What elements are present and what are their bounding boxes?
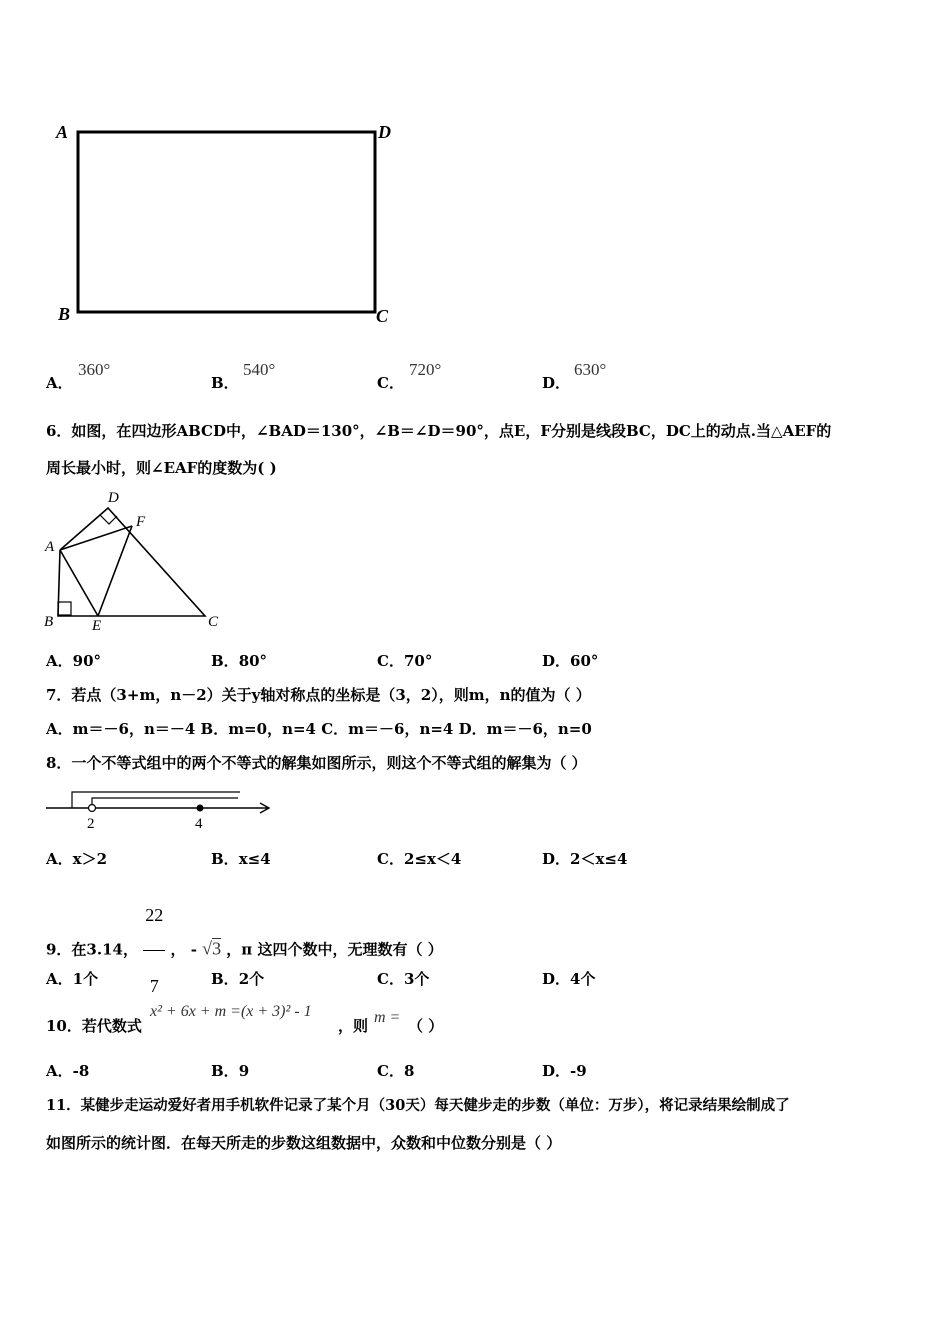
q8-option-d[interactable]: D．2＜x≤4 [542,850,628,868]
q8-stem: 8．一个不等式组中的两个不等式的解集如图所示，则这个不等式组的解集为（ ） [46,754,587,772]
q9-prefix: 9．在3.14， [46,940,138,959]
q6-label-d: D [108,490,119,506]
q6-option-c[interactable]: C．70° [377,652,433,670]
vertex-c-label: C [376,306,389,326]
vertex-b-label: B [58,304,71,324]
q10-prefix: 10．若代数式 [46,1017,142,1035]
q5-option-c-value: 720° [409,360,442,379]
q6-label-e: E [92,618,102,634]
q9-suffix: 这四个数中，无理数有（ ） [257,940,443,959]
right-angle-mark-b [58,602,71,615]
q11-stem-line2: 如图所示的统计图．在每天所走的步数这组数据中，众数和中位数分别是（ ） [46,1134,562,1152]
q10-variable: m = [374,1009,401,1026]
q5-option-a[interactable]: A． [46,374,73,392]
q6-stem-line2: 周长最小时，则∠EAF的度数为( ) [46,459,277,477]
q6-label-c: C [208,614,219,630]
q5-rectangle-figure [50,118,400,328]
q5-option-d[interactable]: D． [542,374,571,392]
q8-number-line-figure [40,788,280,834]
segment-ae [60,550,98,616]
q10-option-c[interactable]: C．8 [377,1062,415,1080]
quadrilateral-abcd [58,508,205,616]
q5-option-a-value: 360° [78,360,111,379]
q5-option-c[interactable]: C． [377,374,404,392]
q5-option-b[interactable]: B． [211,374,239,392]
q10-expression: x² + 6x + m =(x + 3)² - 1 [150,1003,312,1020]
q9-option-c[interactable]: C．3个 [377,970,430,988]
q6-quadrilateral-figure [40,486,240,636]
q8-option-b[interactable]: B．x≤4 [211,850,271,868]
q5-option-d-value: 630° [574,360,607,379]
q9-option-d[interactable]: D．4个 [542,970,596,988]
fraction-numerator: 22 [143,880,165,951]
fraction-22-over-7 [143,880,165,1021]
segment-ef [98,526,132,616]
fraction-denominator: 7 [149,976,159,996]
q7-options-line[interactable]: A．m＝－6，n＝－4 B．m=0，n=4 C．m＝－6，n=4 D．m＝－6，n=0 [46,720,592,738]
vertex-a-label: A [56,122,69,142]
axis-label-2: 2 [87,816,95,832]
axis-label-4: 4 [195,816,203,832]
q6-label-a: A [45,539,55,555]
q6-stem-line1: 6．如图，在四边形ABCD中，∠BAD＝130°，∠B＝∠D＝90°，点E，F分别是线段BC，DC上的动点.当△AEF的 [46,422,832,440]
q9-option-b[interactable]: B．2个 [211,970,265,988]
q6-option-a[interactable]: A．90° [46,652,102,670]
q11-stem-line1: 11．某健步走运动爱好者用手机软件记录了某个月（30天）每天健步走的步数（单位：万步），将记录结果绘制成了 [46,1097,790,1114]
rectangle-abcd [78,132,375,312]
q6-option-d[interactable]: D．60° [542,652,599,670]
solution-range-left [92,798,238,808]
q6-label-b: B [44,614,54,630]
segment-af [60,526,132,550]
q7-stem: 7．若点（3+m，n－2）关于y轴对称点的坐标是（3，2），则m，n的值为（ ） [46,686,591,704]
q10-option-a[interactable]: A．-8 [46,1062,90,1080]
sqrt-three: √3 [202,938,222,959]
q9-stem: 9．在3.14， $\frac{22}{7}$ ， - √3 ，π 这四个数中，无理数有（ ） [46,880,443,1021]
closed-point-4 [197,805,204,812]
q10-option-b[interactable]: B．9 [211,1062,250,1080]
vertex-d-label: D [378,122,391,142]
q5-option-b-value: 540° [243,360,276,379]
q8-option-a[interactable]: A．x＞2 [46,850,108,868]
q10-suffix: （ ） [408,1017,444,1035]
q6-label-f: F [136,514,146,530]
open-point-2 [89,805,96,812]
solution-range-right [72,792,240,808]
q10-option-d[interactable]: D．-9 [542,1062,587,1080]
q6-option-b[interactable]: B．80° [211,652,268,670]
q8-option-c[interactable]: C．2≤x＜4 [377,850,462,868]
sqrt-symbol: √ [202,938,213,959]
q9-option-a[interactable]: A．1个 [46,970,99,988]
q10-middle: ，则 [338,1017,369,1035]
